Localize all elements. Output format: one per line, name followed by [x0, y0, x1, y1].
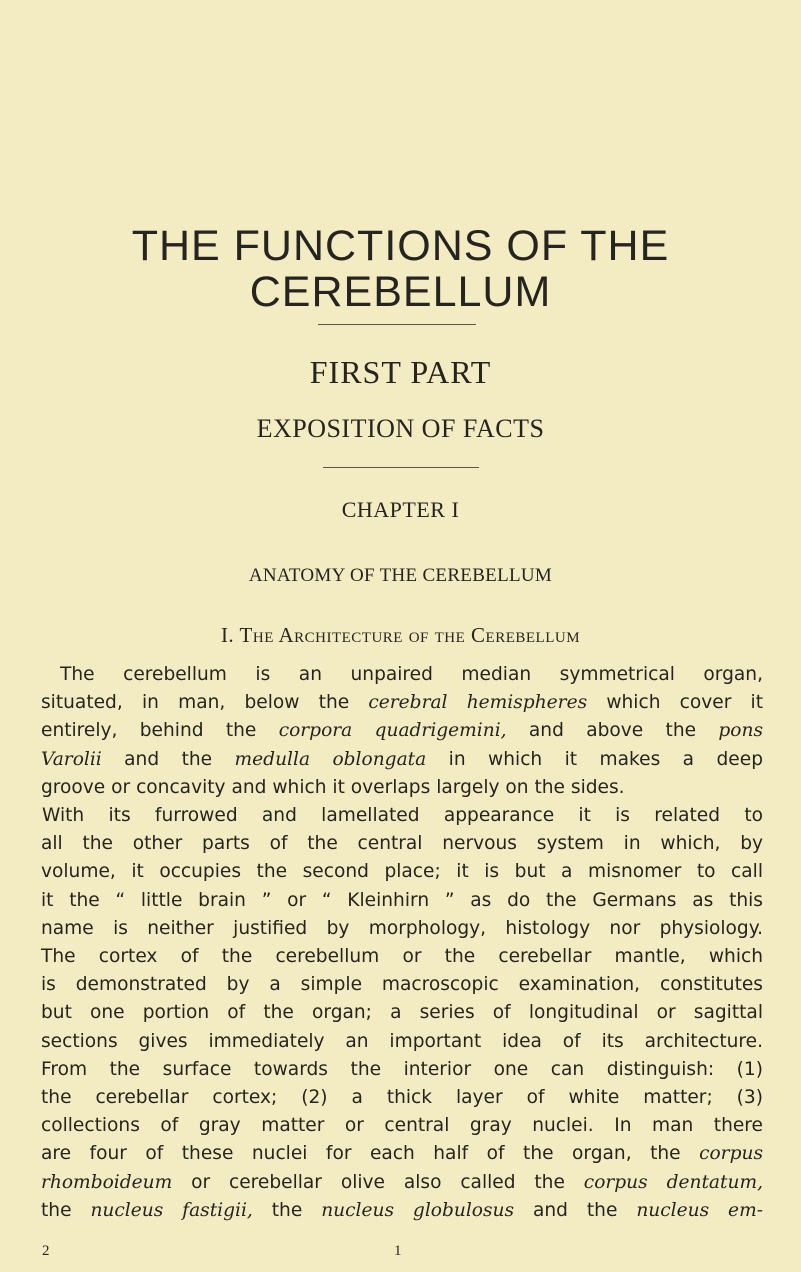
- text-run: collections of gray matter or central gray nuclei. In man there: [41, 1115, 763, 1137]
- book-title-line-1: THE FUNCTIONS OF THE: [131, 222, 670, 270]
- chapter-title: ANATOMY OF THE CEREBELLUM: [248, 565, 553, 586]
- text-run: situated, in man, below the: [41, 692, 369, 714]
- italic-term: pons: [718, 720, 763, 742]
- text-run: entirely, behind the: [41, 720, 279, 742]
- book-title-line-2: CEREBELLUM: [249, 268, 552, 316]
- text-run: all the other parts of the central nervous system in which, by: [41, 833, 763, 855]
- italic-term: nucleus globulosus: [321, 1199, 515, 1221]
- italic-term: cerebral hemispheres: [368, 692, 588, 714]
- signature-mark: 2: [42, 1243, 50, 1259]
- text-run: name is neither justified by morphology, histology nor physiology.: [41, 917, 763, 939]
- text-run: groove or concavity and which it overlaps largely on the sides.: [41, 776, 625, 798]
- text-line: [41, 1112, 763, 1140]
- italic-term: corpus: [699, 1143, 763, 1165]
- italic-term: corpora quadrigemini,: [278, 720, 507, 742]
- text-run: The cortex of the cerebellum or the cerebellar mantle, which: [41, 946, 763, 967]
- text-line: [41, 830, 763, 858]
- text-run: which cover it: [587, 692, 763, 714]
- text-run: but one portion of the organ; a series of longitudinal or sagittal: [41, 1002, 763, 1024]
- text-line: [41, 1084, 763, 1112]
- text-run: and the: [101, 748, 235, 770]
- italic-term: corpus dentatum,: [583, 1171, 763, 1193]
- part-heading: FIRST PART: [309, 354, 492, 390]
- text-run: sections gives immediately an important idea of its architecture.: [41, 1030, 763, 1052]
- page-number: 1: [394, 1243, 402, 1259]
- italic-term: Varolii: [41, 748, 102, 770]
- text-line: [41, 915, 763, 943]
- text-run: it the “ little brain ” or “ Kleinhirn ” as do the Germans as this: [41, 889, 763, 911]
- text-line: [41, 887, 763, 915]
- text-line: [41, 774, 625, 802]
- chapter-heading: CHAPTER I: [341, 497, 460, 522]
- text-run: and the: [514, 1199, 637, 1221]
- text-run: The cerebellum is an unpaired median symmetrical organ,: [60, 664, 763, 685]
- text-run: the: [41, 1199, 91, 1221]
- text-run: volume, it occupies the second place; it is but a misnomer to call: [41, 861, 763, 883]
- text-line: [42, 802, 763, 830]
- italic-term: nucleus em-: [636, 1199, 763, 1221]
- italic-term: medulla oblongata: [234, 748, 427, 770]
- text-line: [41, 1028, 763, 1056]
- text-line: [41, 943, 763, 971]
- text-line: [41, 1169, 763, 1197]
- text-run: and above the: [506, 720, 719, 742]
- text-line: [41, 858, 763, 886]
- text-line: [41, 1056, 763, 1084]
- divider-rule-1: [318, 324, 476, 325]
- italic-term: rhomboideum: [41, 1171, 173, 1193]
- divider-rule-2: [323, 467, 479, 468]
- text-run: or cerebellar olive also called the: [172, 1171, 584, 1193]
- text-run: With its furrowed and lamellated appearance it is related to: [42, 805, 763, 826]
- part-subtitle: EXPOSITION OF FACTS: [256, 414, 545, 443]
- text-line: [41, 717, 763, 745]
- text-run: From the surface towards the interior one can distinguish: (1): [41, 1058, 763, 1080]
- text-run: the: [252, 1199, 322, 1221]
- text-line: [41, 999, 763, 1027]
- text-line: [41, 689, 763, 717]
- text-line: [60, 661, 763, 689]
- text-line: [41, 1140, 763, 1168]
- section-heading: I. The Architecture of the Cerebellum: [220, 623, 581, 647]
- text-run: in which it makes a deep: [426, 748, 763, 770]
- text-run: the cerebellar cortex; (2) a thick layer of white matter; (3): [41, 1087, 763, 1108]
- text-run: are four of these nuclei for each half of the organ, the: [41, 1143, 700, 1165]
- text-line: [41, 746, 763, 774]
- text-run: is demonstrated by a simple macroscopic examination, constitutes: [41, 974, 763, 996]
- text-line: [41, 1197, 763, 1225]
- italic-term: nucleus fastigii,: [90, 1199, 253, 1221]
- text-line: [41, 971, 763, 999]
